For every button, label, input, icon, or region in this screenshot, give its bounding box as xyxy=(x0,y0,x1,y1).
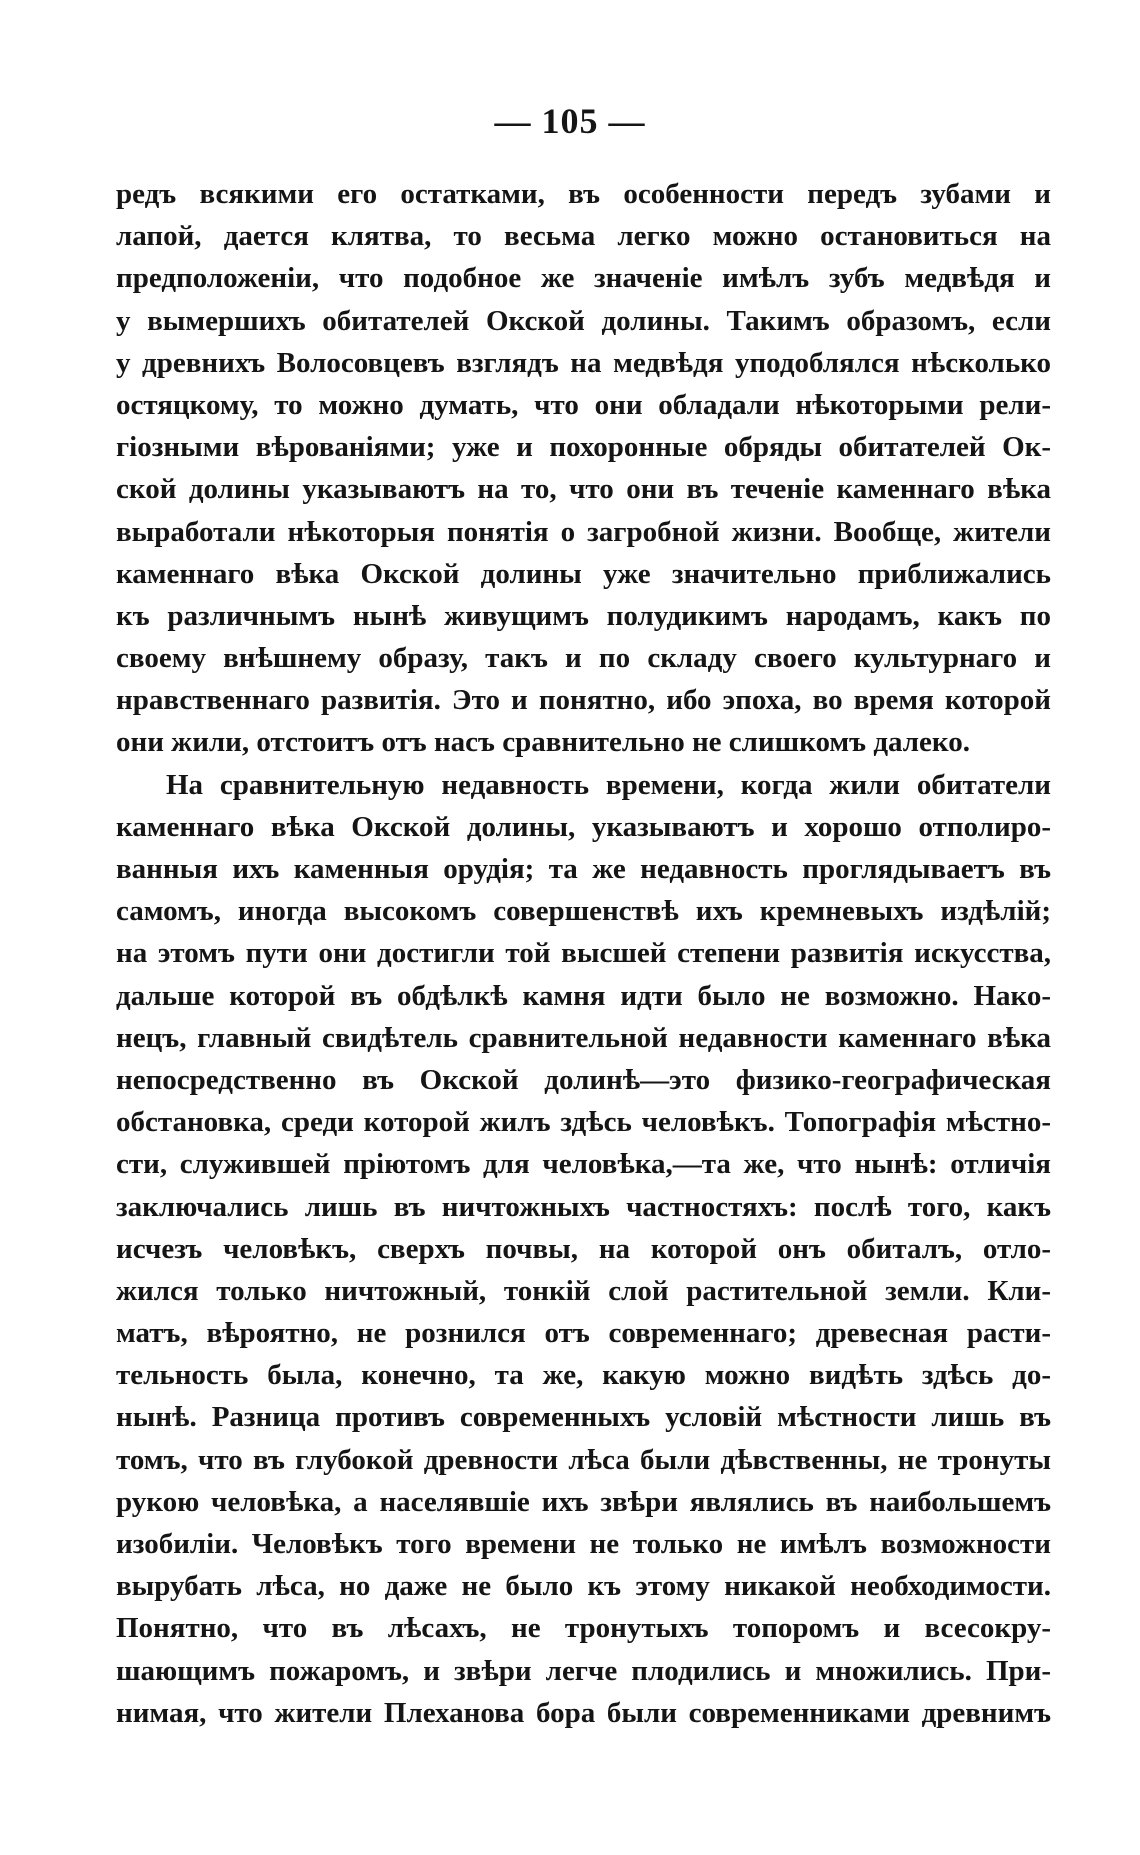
text-line: своему внѣшнему образу, такъ и по складу своего культурнаго и xyxy=(116,642,1051,675)
text-line: нимая, что жители Плеханова бора были современниками древнимъ xyxy=(116,1696,1051,1729)
text-line: ванныя ихъ каменныя орудiя; та же недавность проглядываетъ въ xyxy=(116,853,1051,885)
text-line: ской долины указываютъ на то, что они въ теченiе каменнаго вѣка xyxy=(116,473,1051,506)
text-line: у вымершихъ обитателей Окской долины. Такимъ образомъ, если xyxy=(116,304,1051,337)
text-line: рукою человѣка, а населявшiе ихъ звѣри являлись въ наибольшемъ xyxy=(116,1485,1051,1518)
text-line: выработали нѣкоторыя понятiя о загробной жизни. Вообще, жители xyxy=(116,515,1051,548)
text-line: нынѣ. Разница противъ современныхъ условiй мѣстности лишь въ xyxy=(116,1401,1051,1434)
text-line: дальше которой въ обдѣлкѣ камня идти было не возможно. Нако- xyxy=(116,979,1051,1012)
text-line: къ различнымъ нынѣ живущимъ полудикимъ народамъ, какъ по xyxy=(116,599,1051,632)
text-line: гiозными вѣрованiями; уже и похоронные обряды обитателей Ок- xyxy=(116,431,1051,464)
text-line: заключались лишь въ ничтожныхъ частностяхъ: послѣ того, какъ xyxy=(116,1190,1051,1223)
text-line: матъ, вѣроятно, не рознился отъ современнаго; древесная расти- xyxy=(116,1317,1051,1350)
text-line: вырубать лѣса, но даже не было къ этому никакой необходимости. xyxy=(116,1570,1051,1603)
text-line: каменнаго вѣка Окской долины, указываютъ и хорошо отполиро- xyxy=(116,810,1051,843)
text-line: томъ, что въ глубокой древности лѣса были дѣвственны, не тронуты xyxy=(116,1443,1051,1476)
text-line: сти, служившей прiютомъ для человѣка,—та же, что нынѣ: отличiя xyxy=(116,1148,1051,1181)
text-line: нравственнаго развитiя. Это и понятно, ибо эпоха, во время которой xyxy=(116,684,1051,717)
text-line: у древнихъ Волосовцевъ взглядъ на медвѣдя уподоблялся нѣсколько xyxy=(116,346,1051,379)
text-line: Понятно, что въ лѣсахъ, не тронутыхъ топоромъ и всесокру- xyxy=(116,1612,1051,1645)
text-line: нецъ, главный свидѣтель сравнительной недавности каменнаго вѣка xyxy=(116,1021,1051,1054)
text-line: каменнаго вѣка Окской долины уже значительно приближались xyxy=(116,557,1051,590)
text-line: жился только ничтожный, тонкiй слой растительной земли. Кли- xyxy=(116,1274,1051,1307)
text-line: лапой, дается клятва, то весьма легко можно остановиться на xyxy=(116,220,1051,253)
paragraph-end-line: они жили, отстоитъ отъ насъ сравнительно не слишкомъ далеко. xyxy=(116,726,970,759)
text-line: самомъ, иногда высокомъ совершенствѣ ихъ кремневыхъ издѣлiй; xyxy=(116,895,1051,928)
paragraph-start-line: На сравнительную недавность времени, когда жили обитатели xyxy=(166,768,1051,801)
text-line: изобилiи. Человѣкъ того времени не только не имѣлъ возможности xyxy=(116,1528,1051,1560)
text-line: тельность была, конечно, та же, какую можно видѣть здѣсь до- xyxy=(116,1359,1051,1392)
text-line: предположенiи, что подобное же значенiе имѣлъ зубъ медвѣдя и xyxy=(116,262,1051,295)
text-line: обстановка, среди которой жилъ здѣсь человѣкъ. Топографiя мѣстно- xyxy=(116,1106,1051,1139)
text-line: остяцкому, то можно думать, что они обладали нѣкоторыми рели- xyxy=(116,388,1051,421)
text-line: на этомъ пути они достигли той высшей степени развитiя искусства, xyxy=(116,937,1051,970)
text-line: непосредственно въ Окской долинѣ—это физико-географическая xyxy=(116,1063,1051,1096)
text-line: редъ всякими его остатками, въ особенности передъ зубами и xyxy=(116,178,1051,210)
text-line: исчезъ человѣкъ, сверхъ почвы, на которой онъ обиталъ, отло- xyxy=(116,1232,1051,1265)
body-text xyxy=(116,173,1051,1734)
text-line: шающимъ пожаромъ, и звѣри легче плодились и множились. При- xyxy=(116,1654,1051,1687)
page-number: — 105 — xyxy=(494,101,646,141)
